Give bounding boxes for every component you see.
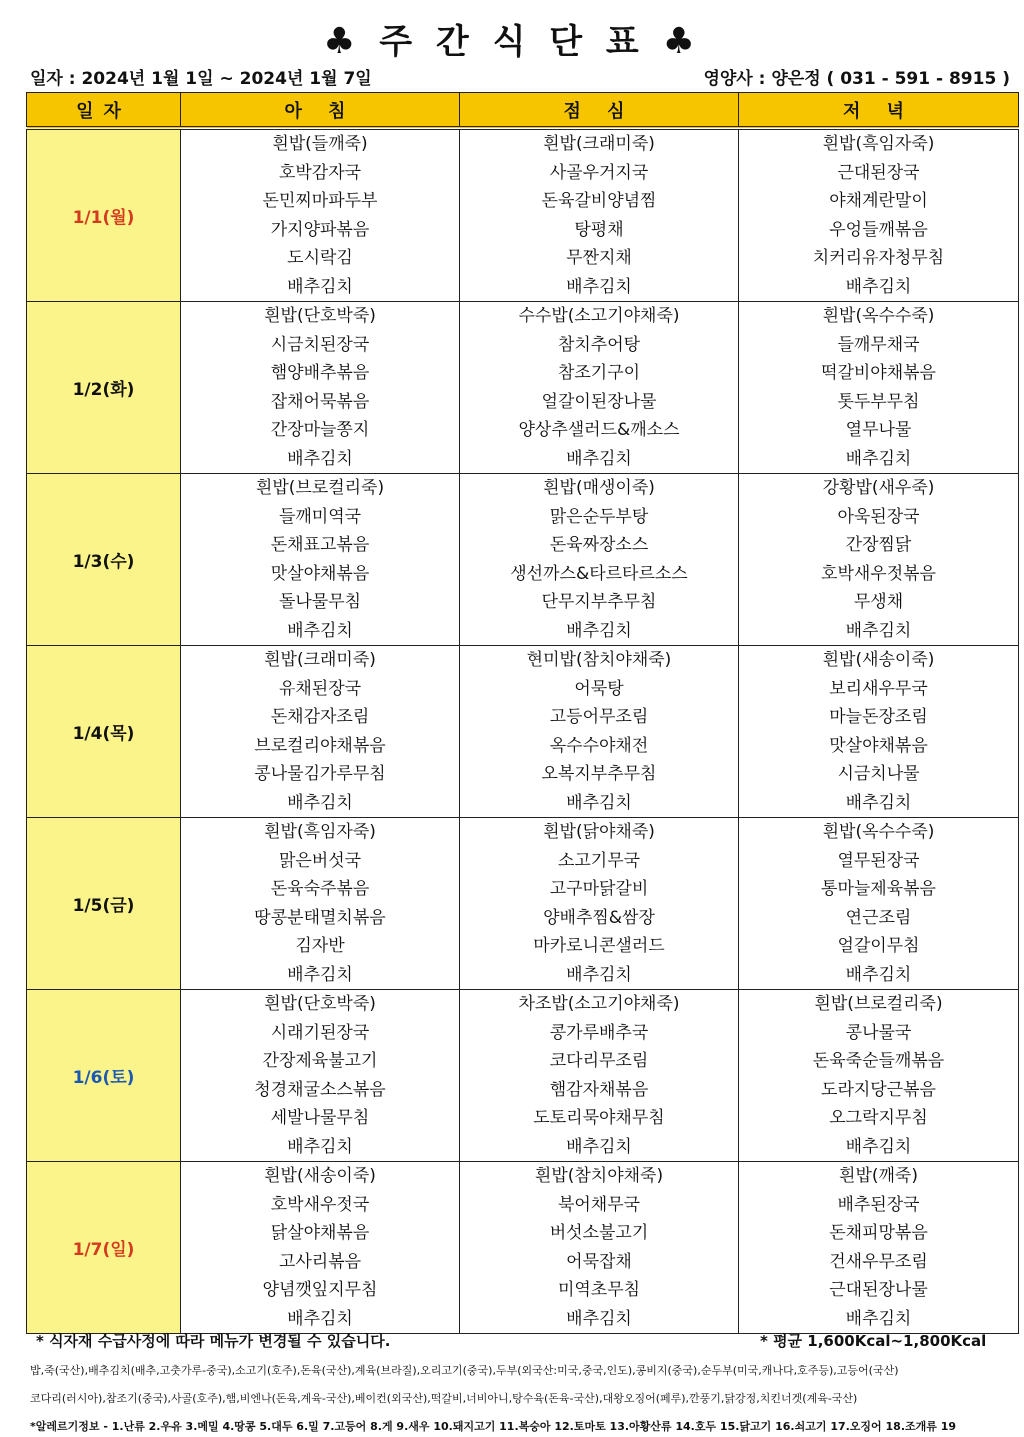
menu-item: 흰밥(새송이죽) (264, 1166, 376, 1186)
menu-item: 얼갈이무침 (837, 936, 920, 956)
day-date: 1/2(화) (27, 302, 181, 474)
menu-item: 잡채어묵볶음 (270, 391, 370, 412)
date-range: 일자 : 2024년 1월 1일 ~ 2024년 1월 7일 (30, 69, 372, 89)
menu-item: 열무나물 (845, 420, 912, 440)
menu-item: 도시락김 (287, 248, 353, 268)
menu-item: 돈채피망볶음 (829, 1223, 928, 1243)
dinner-cell (739, 818, 1019, 990)
menu-item: 야채계란말이 (829, 191, 928, 211)
menu-item: 흰밥(옥수수죽) (822, 306, 935, 326)
menu-item: 배추김치 (287, 1308, 353, 1329)
menu-item: 버섯소불고기 (549, 1223, 649, 1243)
menu-item: 가지양파볶음 (270, 219, 370, 240)
menu-item: 옥수수야채전 (549, 735, 649, 756)
menu-item: 흰밥(들깨죽) (272, 134, 368, 154)
menu-item: 콩나물김가루무침 (254, 764, 386, 784)
menu-item: 코다리무조림 (549, 1051, 649, 1071)
menu-item: 배추김치 (845, 276, 912, 297)
breakfast-cell (181, 302, 460, 474)
kcal-info: * 평균 1,600Kcal~1,800Kcal (760, 1332, 987, 1350)
menu-item: 흰밥(단호박죽) (264, 994, 376, 1014)
menu-item: 북어채무국 (557, 1194, 641, 1215)
menu-item: 배추김치 (566, 448, 632, 469)
header-date: 일자 (27, 93, 181, 129)
menu-item: 배추김치 (845, 964, 912, 985)
breakfast-cell (181, 818, 460, 990)
menu-item: 우엉들깨볶음 (829, 219, 928, 240)
menu-item: 배추김치 (845, 620, 912, 641)
menu-item: 어묵탕 (574, 678, 624, 699)
header-dinner: 저 녁 (739, 93, 1019, 129)
dinner-cell (739, 474, 1019, 646)
menu-item: 도라지당근볶음 (821, 1079, 936, 1100)
menu-item: 고사리볶음 (278, 1251, 362, 1272)
menu-item: 돈채표고볶음 (270, 535, 370, 555)
breakfast-cell (181, 128, 460, 302)
menu-item: 시금치나물 (837, 764, 920, 784)
menu-item: 흰밥(옥수수죽) (822, 822, 935, 842)
menu-item: 배추김치 (845, 1308, 912, 1329)
menu-item: 시금치된장국 (270, 334, 370, 355)
menu-item: 돈육숙주볶음 (270, 879, 370, 899)
menu-item: 돈육죽순들깨볶음 (812, 1051, 945, 1071)
menu-item: 흰밥(깨죽) (839, 1166, 918, 1186)
menu-item: 호박새우젓국 (270, 1194, 370, 1215)
day-date: 1/4(목) (27, 646, 181, 818)
weekly-menu-table (26, 92, 1019, 1334)
lunch-cell (460, 302, 739, 474)
day-date: 1/1(월) (27, 128, 181, 302)
menu-item: 콩가루배추국 (549, 1022, 649, 1043)
lunch-cell (460, 990, 739, 1162)
menu-item: 배추김치 (287, 276, 353, 297)
menu-item: 얼갈이된장나물 (541, 391, 657, 412)
menu-item: 돈육짜장소스 (549, 535, 649, 555)
menu-item: 미역초무침 (557, 1280, 641, 1300)
menu-item: 아욱된장국 (837, 506, 920, 527)
allergy-info: *알레르기정보 - 1.난류 2.우유 3.메밀 4.땅콩 5.대두 6.밀 7.고등어 8.게 9.새우 10.돼지고기 11.복숭아 12.토마토 13.아황산류 14.호두 15.닭고기 16.쇠고기 17.오징어 18.조개류 19 (30, 1420, 957, 1433)
menu-item: 배추김치 (287, 448, 353, 469)
origin-info-line-1: 밥,죽(국산),배추김치(배추,고춧가루-중국),소고기(호주),돈육(국산),계육(브라질),오리고기(중국),두부(외국산:미국,중국,인도),콩비지(중국),순두부(미국,캐나다,호주등),고등어(국산) (30, 1364, 899, 1377)
menu-item: 배추김치 (845, 1136, 912, 1157)
menu-item: 양념깻잎지무침 (262, 1280, 378, 1300)
menu-item: 햄양배추볶음 (270, 363, 370, 383)
menu-item: 들깨무채국 (837, 334, 920, 355)
menu-item: 호박감자국 (278, 162, 362, 183)
day-date: 1/3(수) (27, 474, 181, 646)
menu-item: 현미밥(참치야채죽) (526, 650, 672, 670)
menu-item: 흰밥(브로컬리죽) (814, 994, 943, 1014)
day-row (27, 990, 1019, 1162)
menu-item: 고등어무조림 (549, 707, 649, 727)
menu-item: 시래기된장국 (270, 1022, 370, 1043)
header-breakfast: 아 침 (181, 93, 460, 129)
menu-item: 흰밥(흑임자죽) (264, 822, 376, 842)
menu-item: 유채된장국 (278, 678, 362, 699)
menu-item: 흰밥(단호박죽) (264, 306, 376, 326)
menu-item: 배추김치 (566, 792, 632, 813)
dinner-cell (739, 302, 1019, 474)
lunch-cell (460, 474, 739, 646)
menu-item: 배추된장국 (837, 1194, 920, 1215)
header-lunch: 점 심 (460, 93, 739, 129)
day-row (27, 128, 1019, 302)
menu-item: 배추김치 (287, 964, 353, 985)
day-date: 1/5(금) (27, 818, 181, 990)
menu-item: 사골우거지국 (549, 162, 649, 183)
club-icon: ♣ (323, 21, 362, 62)
menu-body (27, 128, 1019, 1334)
lunch-cell (460, 646, 739, 818)
menu-item: 단무지부추무침 (541, 592, 657, 612)
menu-item: 마늘돈장조림 (829, 707, 928, 727)
menu-item: 흰밥(흑임자죽) (822, 134, 935, 154)
menu-item: 생선까스&타르타르소스 (510, 563, 688, 584)
menu-item: 톳두부무침 (837, 391, 920, 412)
day-row (27, 474, 1019, 646)
menu-item: 양상추샐러드&깨소스 (518, 420, 680, 440)
menu-item: 닭살야채볶음 (270, 1223, 370, 1243)
menu-item: 근대된장국 (837, 162, 920, 183)
lunch-cell (460, 1162, 739, 1334)
menu-item: 떡갈비야채볶음 (821, 363, 936, 383)
dinner-cell (739, 128, 1019, 302)
breakfast-cell (181, 1162, 460, 1334)
menu-item: 참치추어탕 (557, 334, 641, 355)
breakfast-cell (181, 646, 460, 818)
menu-item: 오그락지무침 (829, 1108, 928, 1128)
menu-item: 호박새우젓볶음 (821, 563, 936, 584)
menu-item: 간장찜닭 (845, 535, 912, 555)
menu-item: 배추김치 (287, 620, 353, 641)
menu-item: 브로컬리야채볶음 (254, 735, 386, 756)
lunch-cell (460, 128, 739, 302)
dinner-cell (739, 1162, 1019, 1334)
lunch-cell (460, 818, 739, 990)
menu-item: 차조밥(소고기야채죽) (518, 994, 680, 1014)
menu-item: 콩나물국 (845, 1022, 912, 1043)
menu-item: 돈육갈비양념찜 (541, 191, 657, 211)
menu-item: 열무된장국 (837, 850, 920, 871)
menu-item: 맛살야채볶음 (829, 735, 928, 756)
day-row (27, 646, 1019, 818)
menu-item: 치커리유자청무침 (812, 248, 945, 268)
menu-item: 근대된장나물 (829, 1280, 928, 1300)
day-date: 1/6(토) (27, 990, 181, 1162)
menu-item: 들깨미역국 (278, 506, 362, 527)
menu-item: 맑은순두부탕 (549, 506, 649, 527)
menu-item: 탕평채 (574, 219, 624, 240)
dinner-cell (739, 646, 1019, 818)
menu-item: 배추김치 (845, 792, 912, 813)
day-row (27, 302, 1019, 474)
menu-item: 땅콩분태멸치볶음 (254, 907, 386, 928)
menu-item: 배추김치 (566, 620, 632, 641)
menu-item: 흰밥(닭야채죽) (543, 822, 655, 842)
menu-item: 도토리묵야채무침 (533, 1108, 665, 1128)
menu-item: 배추김치 (287, 792, 353, 813)
day-date: 1/7(일) (27, 1162, 181, 1334)
page-title (0, 14, 1024, 63)
menu-item: 배추김치 (566, 964, 632, 985)
menu-item: 무짠지채 (566, 248, 632, 268)
menu-item: 흰밥(크래미죽) (543, 134, 655, 154)
menu-item: 간장마늘쫑지 (270, 420, 370, 440)
title-text: 주 간 식 단 표 (379, 22, 645, 62)
menu-item: 어묵잡채 (566, 1251, 632, 1272)
menu-item: 흰밥(크래미죽) (264, 650, 376, 670)
menu-item: 마카로니콘샐러드 (533, 936, 665, 956)
club-icon: ♣ (662, 21, 701, 62)
dinner-cell (739, 990, 1019, 1162)
breakfast-cell (181, 990, 460, 1162)
menu-item: 연근조림 (845, 907, 912, 928)
menu-item: 강황밥(새우죽) (822, 478, 935, 498)
menu-item: 흰밥(새송이죽) (822, 650, 935, 670)
menu-item: 배추김치 (287, 1136, 353, 1157)
menu-item: 햄감자채볶음 (549, 1079, 649, 1100)
nutritionist-info: 영양사 : 양은정 ( 031 - 591 - 8915 ) (703, 69, 1010, 89)
day-row (27, 1162, 1019, 1334)
menu-item: 양배추찜&쌈장 (543, 907, 655, 928)
menu-item: 수수밥(소고기야채죽) (518, 306, 680, 326)
menu-item: 건새우무조림 (829, 1251, 928, 1272)
menu-item: 보리새우무국 (829, 678, 928, 699)
menu-item: 배추김치 (566, 1136, 632, 1157)
menu-item: 김자반 (295, 936, 345, 956)
menu-item: 오복지부추무침 (541, 764, 657, 784)
menu-item: 돈채감자조림 (270, 707, 370, 727)
menu-item: 흰밥(매생이죽) (543, 478, 655, 498)
origin-info-line-2: 코다리(러시아),참조기(중국),사골(호주),햄,비엔나(돈육,계육-국산),베이컨(외국산),떡갈비,너비아니,탕수육(돈육-국산),대왕오징어(페루),깐풍기,닭강정,치킨너겟(계육-국산) (30, 1392, 858, 1405)
menu-item: 간장제육불고기 (262, 1051, 378, 1071)
menu-item: 배추김치 (566, 1308, 632, 1329)
menu-item: 소고기무국 (557, 850, 641, 871)
menu-item: 청경채굴소스볶음 (254, 1079, 386, 1100)
menu-item: 돈민찌마파두부 (262, 191, 378, 211)
menu-item: 맛살야채볶음 (270, 563, 370, 584)
menu-item: 무생채 (853, 592, 904, 612)
breakfast-cell (181, 474, 460, 646)
day-row (27, 818, 1019, 990)
menu-item: 고구마닭갈비 (549, 879, 649, 899)
menu-item: 맑은버섯국 (278, 850, 362, 871)
menu-item: 배추김치 (845, 448, 912, 469)
menu-item: 참조기구이 (557, 363, 641, 383)
menu-item: 배추김치 (566, 276, 632, 297)
menu-item: 흰밥(참치야채죽) (534, 1166, 664, 1186)
menu-item: 돌나물무침 (278, 592, 362, 612)
header-row (27, 93, 1019, 129)
change-notice: * 식자재 수급사정에 따라 메뉴가 변경될 수 있습니다. (36, 1332, 391, 1350)
menu-item: 통마늘제육볶음 (821, 879, 936, 899)
menu-item: 흰밥(브로컬리죽) (255, 478, 385, 498)
menu-item: 세발나물무침 (270, 1108, 370, 1128)
